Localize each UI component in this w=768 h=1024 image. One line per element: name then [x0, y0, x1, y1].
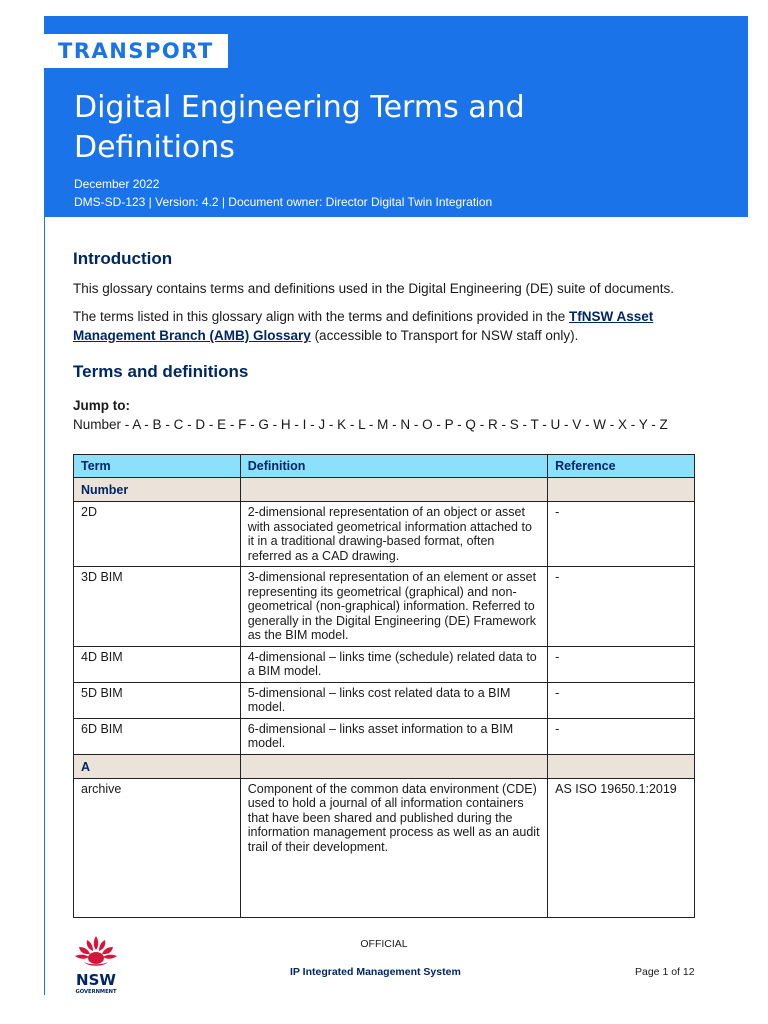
- page-margin-rule: [44, 217, 45, 995]
- jump-link-r[interactable]: R: [487, 417, 498, 432]
- logo-government-text: GOVERNMENT: [75, 989, 117, 995]
- classification-label: OFFICIAL: [360, 938, 408, 950]
- column-header-definition: Definition: [240, 455, 547, 478]
- waratah-icon: [75, 936, 117, 966]
- definition-cell: 4-dimensional – links time (schedule) related data to a BIM model.: [240, 646, 547, 682]
- definition-cell: 5-dimensional – links cost related data to a BIM model.: [240, 682, 547, 718]
- term-cell: 6D BIM: [74, 718, 241, 754]
- jump-link-l[interactable]: L: [358, 417, 366, 432]
- group-empty-cell: [548, 478, 695, 502]
- jump-link-q[interactable]: Q: [465, 417, 476, 432]
- group-empty-cell: [548, 754, 695, 778]
- jump-link-e[interactable]: E: [217, 417, 227, 432]
- nsw-government-logo: [66, 934, 126, 996]
- jump-separator: -: [365, 417, 378, 432]
- table-row: [74, 778, 695, 917]
- alignment-text-before: The terms listed in this glossary align with the terms and definitions provided in the: [73, 309, 569, 324]
- jump-link-a[interactable]: A: [132, 417, 141, 432]
- logo-nsw-text: NSW: [76, 971, 116, 989]
- definition-cell: 3-dimensional representation of an element or asset representing its geometrical (graphical) and non-geometrical (non-graphical) information. Referred to generally in the Digital Engineering (DE) Framework as the BIM model.: [240, 567, 547, 647]
- group-label: A: [74, 754, 241, 778]
- reference-cell: -: [548, 682, 695, 718]
- main-content: [73, 248, 703, 434]
- term-cell: 3D BIM: [74, 567, 241, 647]
- jump-separator: -: [606, 417, 618, 432]
- jump-separator: -: [290, 417, 303, 432]
- table-row: [74, 718, 695, 754]
- jump-link-k[interactable]: K: [337, 417, 347, 432]
- jump-separator: -: [497, 417, 510, 432]
- jump-link-i[interactable]: I: [302, 417, 307, 432]
- jump-separator: -: [325, 417, 338, 432]
- reference-cell: AS ISO 19650.1:2019: [548, 778, 695, 917]
- amb-glossary-link[interactable]: TfNSW Asset Management Branch (AMB) Glossary: [73, 309, 654, 343]
- document-title-line1: Digital Engineering Terms and: [74, 90, 525, 125]
- term-cell: 2D: [74, 502, 241, 567]
- introduction-paragraph: This glossary contains terms and definitions used in the Digital Engineering (DE) suite of documents.: [73, 281, 675, 296]
- page-number: Page 1 of 12: [635, 966, 695, 978]
- document-title: [74, 88, 714, 168]
- jump-link-d[interactable]: D: [195, 417, 206, 432]
- document-meta: DMS-SD-123 | Version: 4.2 | Document owner: Director Digital Twin Integration: [74, 195, 493, 209]
- definition-cell: 2-dimensional representation of an object or asset with associated geometrical information attached to it in a traditional drawing-based format, often referred as a CAD drawing.: [240, 502, 547, 567]
- jump-link-s[interactable]: S: [509, 417, 519, 432]
- jump-separator: -: [161, 417, 174, 432]
- jump-separator: -: [226, 417, 239, 432]
- jump-separator: -: [346, 417, 359, 432]
- definition-cell: 6-dimensional – links asset information to a BIM model.: [240, 718, 547, 754]
- alignment-text-after: (accessible to Transport for NSW staff only).: [310, 328, 579, 343]
- reference-cell: -: [548, 567, 695, 647]
- jump-separator: -: [453, 417, 466, 432]
- glossary-table: [73, 454, 695, 918]
- jump-link-number[interactable]: Number: [73, 417, 122, 432]
- jump-link-t[interactable]: T: [530, 417, 539, 432]
- jump-separator: -: [205, 417, 218, 432]
- jump-separator: -: [410, 417, 423, 432]
- jump-link-v[interactable]: V: [572, 417, 582, 432]
- jump-separator: -: [268, 417, 281, 432]
- document-header: [44, 16, 748, 217]
- alignment-paragraph: [73, 307, 703, 345]
- jump-link-h[interactable]: H: [280, 417, 291, 432]
- term-cell: archive: [74, 778, 241, 917]
- column-header-reference: Reference: [548, 455, 695, 478]
- jump-link-j[interactable]: J: [318, 417, 326, 432]
- terms-heading: Terms and definitions: [73, 362, 249, 381]
- reference-cell: -: [548, 718, 695, 754]
- jump-separator: -: [246, 417, 259, 432]
- jump-separator: -: [627, 417, 639, 432]
- jump-separator: -: [560, 417, 573, 432]
- table-row: [74, 646, 695, 682]
- jump-link-n[interactable]: N: [400, 417, 411, 432]
- jump-link-y[interactable]: Y: [638, 417, 648, 432]
- group-empty-cell: [240, 478, 547, 502]
- group-row: [74, 754, 695, 778]
- jump-separator: -: [388, 417, 401, 432]
- jump-link-p[interactable]: P: [444, 417, 454, 432]
- jump-separator: -: [121, 417, 133, 432]
- table-row: [74, 682, 695, 718]
- jump-link-c[interactable]: C: [173, 417, 184, 432]
- jump-separator: -: [140, 417, 153, 432]
- jump-separator: -: [647, 417, 660, 432]
- jump-link-g[interactable]: G: [258, 417, 269, 432]
- jump-link-u[interactable]: U: [550, 417, 561, 432]
- jump-link-z[interactable]: Z: [659, 417, 668, 432]
- jump-separator: -: [183, 417, 196, 432]
- table-row: [74, 567, 695, 647]
- document-date: December 2022: [74, 177, 160, 191]
- jump-separator: -: [581, 417, 594, 432]
- definition-cell: Component of the common data environment (CDE) used to hold a journal of all information containers that have been shared and published during the information management process as well as an audit trail of their development.: [240, 778, 547, 917]
- term-cell: 4D BIM: [74, 646, 241, 682]
- jump-separator: -: [538, 417, 551, 432]
- jump-separator: -: [518, 417, 531, 432]
- jump-to-index: [73, 415, 703, 434]
- table-row: [74, 502, 695, 567]
- group-row: [74, 478, 695, 502]
- jump-link-f[interactable]: F: [238, 417, 247, 432]
- jump-separator: -: [306, 417, 319, 432]
- reference-cell: -: [548, 646, 695, 682]
- brand-label: TRANSPORT: [58, 39, 214, 63]
- jump-separator: -: [432, 417, 445, 432]
- reference-cell: -: [548, 502, 695, 567]
- term-cell: 5D BIM: [74, 682, 241, 718]
- transport-brand: [44, 34, 228, 68]
- jump-link-b[interactable]: B: [152, 417, 162, 432]
- management-system-label: IP Integrated Management System: [290, 966, 461, 978]
- glossary-body: [74, 478, 695, 918]
- jump-to-label: Jump to:: [73, 398, 130, 413]
- group-empty-cell: [240, 754, 547, 778]
- table-header-row: [74, 455, 695, 478]
- document-title-line2: Definitions: [74, 130, 235, 165]
- jump-link-x[interactable]: X: [618, 417, 628, 432]
- group-label: Number: [74, 478, 241, 502]
- introduction-heading: Introduction: [73, 249, 173, 268]
- column-header-term: Term: [74, 455, 241, 478]
- jump-link-o[interactable]: O: [422, 417, 433, 432]
- jump-link-w[interactable]: W: [593, 417, 606, 432]
- jump-link-m[interactable]: M: [377, 417, 389, 432]
- jump-separator: -: [475, 417, 488, 432]
